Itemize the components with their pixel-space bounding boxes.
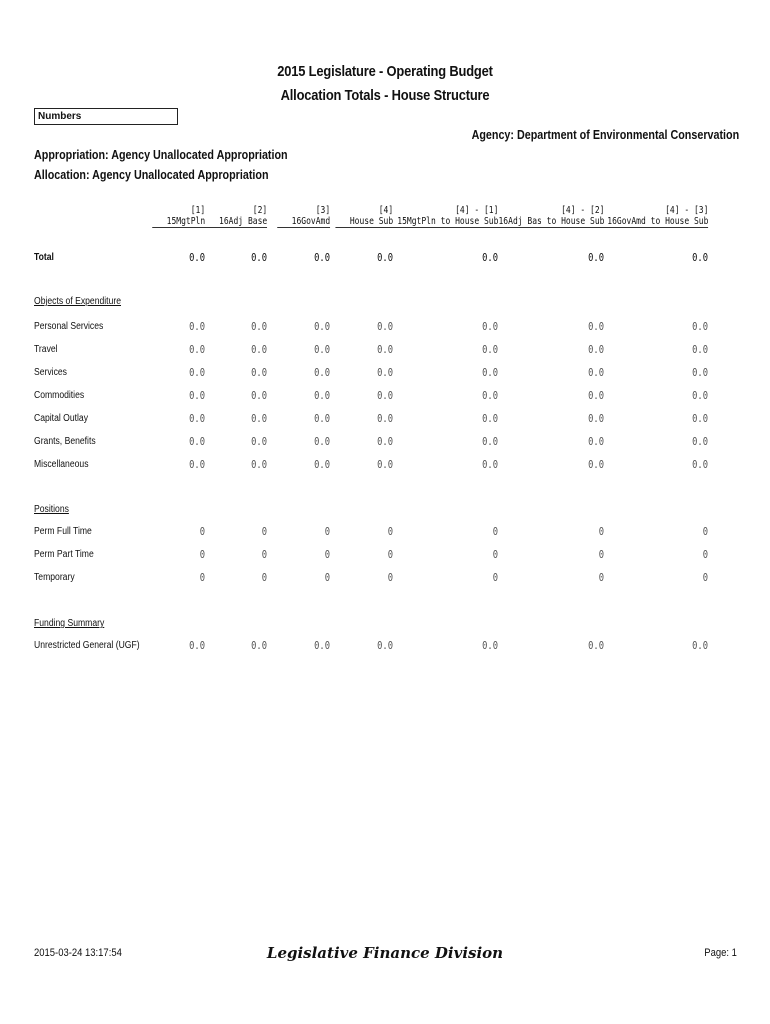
division-signature: Legislative Finance Division xyxy=(266,944,504,962)
table-cell: 0.0 xyxy=(482,458,498,471)
table-cell: 0.0 xyxy=(588,435,604,448)
row-label: Total xyxy=(34,252,54,263)
table-cell: 0.0 xyxy=(692,435,708,448)
table-cell: 0.0 xyxy=(314,320,330,333)
table-cell: 0 xyxy=(324,525,330,538)
row-label: Services xyxy=(34,367,67,378)
column-label: 16GovAmd to House Sub xyxy=(592,216,708,228)
table-cell: 0.0 xyxy=(377,251,393,264)
table-cell: 0.0 xyxy=(189,435,205,448)
table-cell: 0.0 xyxy=(314,251,330,264)
table-cell: 0.0 xyxy=(251,366,267,379)
table-cell: 0 xyxy=(598,548,604,561)
row-label: Perm Part Time xyxy=(34,549,94,560)
table-cell: 0 xyxy=(199,525,205,538)
table-cell: 0.0 xyxy=(692,458,708,471)
table-cell: 0.0 xyxy=(314,343,330,356)
report-title: 2015 Legislature - Operating Budget xyxy=(277,63,493,80)
table-cell: 0.0 xyxy=(189,458,205,471)
table-cell: 0.0 xyxy=(377,412,393,425)
column-label: 15MgtPln xyxy=(152,216,205,228)
table-cell: 0.0 xyxy=(692,366,708,379)
table-cell: 0.0 xyxy=(314,366,330,379)
table-cell: 0.0 xyxy=(588,320,604,333)
table-cell: 0 xyxy=(702,548,708,561)
table-cell: 0.0 xyxy=(314,389,330,402)
column-label: 16Adj Bas to House Sub xyxy=(484,216,604,228)
column-index: [1] xyxy=(190,205,205,216)
table-cell: 0.0 xyxy=(482,639,498,652)
table-cell: 0.0 xyxy=(482,412,498,425)
table-cell: 0.0 xyxy=(692,389,708,402)
table-cell: 0 xyxy=(199,548,205,561)
table-cell: 0.0 xyxy=(692,412,708,425)
report-timestamp: 2015-03-24 13:17:54 xyxy=(34,947,122,959)
table-cell: 0.0 xyxy=(377,320,393,333)
table-cell: 0.0 xyxy=(251,389,267,402)
table-cell: 0.0 xyxy=(251,435,267,448)
row-label: Capital Outlay xyxy=(34,413,89,424)
allocation-label: Allocation: Agency Unallocated Appropriation xyxy=(34,168,269,182)
table-cell: 0.0 xyxy=(377,389,393,402)
table-cell: 0.0 xyxy=(588,343,604,356)
row-label: Travel xyxy=(34,344,58,355)
table-cell: 0.0 xyxy=(189,251,205,264)
row-label: Commodities xyxy=(34,390,85,401)
table-cell: 0 xyxy=(324,571,330,584)
table-cell: 0.0 xyxy=(251,320,267,333)
table-cell: 0.0 xyxy=(482,435,498,448)
column-index: [4] - [3] xyxy=(664,205,708,216)
column-header xyxy=(484,205,604,228)
table-cell: 0.0 xyxy=(692,320,708,333)
table-cell: 0 xyxy=(261,525,267,538)
table-cell: 0 xyxy=(492,571,498,584)
table-cell: 0.0 xyxy=(482,251,498,264)
table-cell: 0 xyxy=(598,571,604,584)
table-cell: 0 xyxy=(492,525,498,538)
table-cell: 0.0 xyxy=(314,435,330,448)
column-index: [2] xyxy=(252,205,267,216)
row-label: Grants, Benefits xyxy=(34,436,96,447)
table-cell: 0 xyxy=(387,525,393,538)
table-cell: 0.0 xyxy=(189,639,205,652)
table-cell: 0.0 xyxy=(377,366,393,379)
row-label: Temporary xyxy=(34,572,75,583)
table-cell: 0.0 xyxy=(377,458,393,471)
row-label: Miscellaneous xyxy=(34,459,89,470)
table-cell: 0.0 xyxy=(251,343,267,356)
table-cell: 0.0 xyxy=(692,343,708,356)
table-cell: 0.0 xyxy=(189,412,205,425)
section-title: Positions xyxy=(34,504,69,515)
table-cell: 0.0 xyxy=(482,389,498,402)
column-label: 15MgtPln to House Sub xyxy=(382,216,498,228)
table-cell: 0.0 xyxy=(692,251,708,264)
table-cell: 0.0 xyxy=(482,343,498,356)
table-cell: 0.0 xyxy=(692,639,708,652)
section-title: Objects of Expenditure xyxy=(34,296,122,307)
table-cell: 0.0 xyxy=(588,366,604,379)
agency-label: Agency: Department of Environmental Conservation xyxy=(471,128,739,142)
table-cell: 0.0 xyxy=(251,251,267,264)
table-cell: 0.0 xyxy=(189,366,205,379)
numbers-label: Numbers xyxy=(34,108,178,125)
column-header xyxy=(382,205,498,228)
table-cell: 0.0 xyxy=(482,320,498,333)
table-cell: 0 xyxy=(598,525,604,538)
table-cell: 0 xyxy=(199,571,205,584)
column-label: House Sub xyxy=(335,216,393,228)
table-cell: 0.0 xyxy=(588,389,604,402)
table-cell: 0.0 xyxy=(588,458,604,471)
page-number: Page: 1 xyxy=(704,947,737,959)
table-cell: 0.0 xyxy=(189,343,205,356)
row-label: Personal Services xyxy=(34,321,104,332)
table-cell: 0.0 xyxy=(251,639,267,652)
table-cell: 0 xyxy=(261,548,267,561)
table-cell: 0.0 xyxy=(314,458,330,471)
table-cell: 0.0 xyxy=(314,412,330,425)
table-cell: 0 xyxy=(261,571,267,584)
column-header xyxy=(152,205,205,228)
table-cell: 0.0 xyxy=(588,412,604,425)
column-index: [3] xyxy=(315,205,330,216)
table-cell: 0 xyxy=(387,548,393,561)
table-cell: 0.0 xyxy=(251,412,267,425)
table-cell: 0.0 xyxy=(482,366,498,379)
column-index: [4] - [1] xyxy=(454,205,498,216)
column-label: 16Adj Base xyxy=(204,216,267,228)
table-cell: 0.0 xyxy=(377,639,393,652)
report-subtitle: Allocation Totals - House Structure xyxy=(280,87,490,104)
table-cell: 0.0 xyxy=(588,639,604,652)
table-cell: 0.0 xyxy=(588,251,604,264)
table-cell: 0.0 xyxy=(314,639,330,652)
row-label: Perm Full Time xyxy=(34,526,92,537)
table-cell: 0.0 xyxy=(189,389,205,402)
table-cell: 0.0 xyxy=(189,320,205,333)
row-label: Unrestricted General (UGF) xyxy=(34,640,140,651)
column-header xyxy=(592,205,708,228)
column-index: [4] - [2] xyxy=(560,205,604,216)
table-cell: 0 xyxy=(324,548,330,561)
column-label: 16GovAmd xyxy=(277,216,330,228)
table-cell: 0 xyxy=(492,548,498,561)
table-cell: 0 xyxy=(702,571,708,584)
table-cell: 0.0 xyxy=(377,435,393,448)
table-cell: 0 xyxy=(702,525,708,538)
column-header xyxy=(204,205,267,228)
table-cell: 0.0 xyxy=(377,343,393,356)
table-cell: 0 xyxy=(387,571,393,584)
appropriation-label: Appropriation: Agency Unallocated Appropriation xyxy=(34,148,288,162)
table-cell: 0.0 xyxy=(251,458,267,471)
section-title: Funding Summary xyxy=(34,618,105,629)
column-index: [4] xyxy=(378,205,393,216)
column-header xyxy=(277,205,330,228)
